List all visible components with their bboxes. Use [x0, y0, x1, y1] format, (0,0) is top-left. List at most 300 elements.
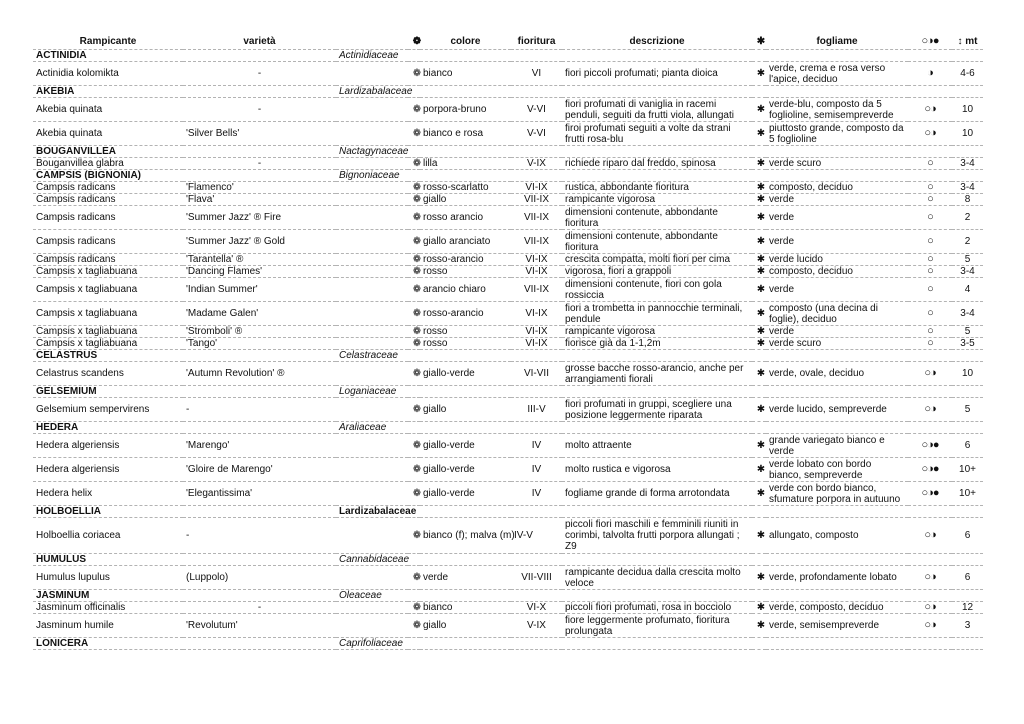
family-name: Lardizabalaceae — [336, 506, 983, 518]
plant-name: Humulus lupulus — [33, 566, 183, 590]
leaf-icon: ✱ — [756, 212, 766, 223]
flower-icon: ❁ — [412, 338, 422, 349]
sun-exposure-icon: ○ — [927, 265, 933, 277]
sun-exposure-icon: ○◑ — [924, 619, 936, 631]
header-variety: varietà — [183, 34, 336, 50]
sun-exposure-icon: ○◑● — [921, 463, 939, 475]
table-row — [33, 266, 983, 278]
variety: 'Indian Summer' — [183, 278, 336, 302]
spacer — [336, 326, 408, 338]
bloom-period: III-V — [511, 398, 562, 422]
leaf-icon: ✱ — [756, 266, 766, 277]
description: grosse bacche rosso-arancio, anche per arrangiamenti fiorali — [562, 362, 752, 386]
flower-icon: ❁ — [412, 68, 422, 79]
flower-icon-cell — [408, 338, 420, 350]
leaf-icon-cell — [752, 362, 766, 386]
plant-name: Campsis x tagliabuana — [33, 278, 183, 302]
sun-exposure-icon: ○ — [927, 337, 933, 349]
genus-group-row — [33, 554, 983, 566]
genus-group-row — [33, 506, 983, 518]
spacer — [336, 266, 408, 278]
flower-icon-cell — [408, 266, 420, 278]
table-row — [33, 458, 983, 482]
leaf-icon: ✱ — [756, 128, 766, 139]
leaf-icon: ✱ — [756, 182, 766, 193]
foliage: verde, ovale, deciduo — [766, 362, 908, 386]
variety: 'Flava' — [183, 194, 336, 206]
leaf-icon-cell — [752, 302, 766, 326]
leaf-icon-cell — [752, 338, 766, 350]
sun-exposure-icon: ○◑● — [921, 439, 939, 451]
flower-icon: ❁ — [412, 308, 422, 319]
flower-color: bianco (f); malva (m) — [420, 518, 511, 554]
genus-name: AKEBIA — [33, 86, 336, 98]
flower-icon-cell — [408, 254, 420, 266]
flower-icon-cell — [408, 398, 420, 422]
genus-group-row — [33, 386, 983, 398]
flower-icon-cell — [408, 614, 420, 638]
leaf-icon: ✱ — [756, 464, 766, 475]
foliage: verde, crema e rosa verso l'apice, deciduo — [766, 62, 908, 86]
family-name: Nactagynaceae — [336, 146, 983, 158]
flower-icon: ❁ — [412, 368, 422, 379]
description: rustica, abbondante fioritura — [562, 182, 752, 194]
leaf-icon-cell — [752, 62, 766, 86]
foliage: verde, composto, deciduo — [766, 602, 908, 614]
foliage: verde lucido, sempreverde — [766, 398, 908, 422]
description: dimensioni contenute, abbondante fioritura — [562, 206, 752, 230]
description: fiori piccoli profumati; pianta dioica — [562, 62, 752, 86]
flower-icon-cell — [408, 182, 420, 194]
bloom-period: VI-IX — [511, 326, 562, 338]
table-row — [33, 254, 983, 266]
flower-icon: ❁ — [412, 158, 422, 169]
flower-color: verde — [420, 566, 511, 590]
foliage: verde, semisempreverde — [766, 614, 908, 638]
table-row — [33, 62, 983, 86]
leaf-icon-cell — [752, 482, 766, 506]
flower-color: rosso arancio — [420, 206, 511, 230]
leaf-icon-cell — [752, 206, 766, 230]
bloom-period: VII-IX — [511, 278, 562, 302]
flower-icon-cell — [408, 206, 420, 230]
table-row — [33, 614, 983, 638]
variety: 'Autumn Revolution' ® — [183, 362, 336, 386]
height-m: 8 — [952, 194, 983, 206]
height-m: 12 — [952, 602, 983, 614]
height-m: 10+ — [952, 482, 983, 506]
flower-color: rosso-arancio — [420, 302, 511, 326]
genus-group-row — [33, 170, 983, 182]
variety: 'Flamenco' — [183, 182, 336, 194]
plant-name: Celastrus scandens — [33, 362, 183, 386]
foliage: verde — [766, 206, 908, 230]
bloom-period: VII-VIII — [511, 566, 562, 590]
variety: 'Revolutum' — [183, 614, 336, 638]
sun-exposure-icon: ○ — [927, 307, 933, 319]
bloom-period: VI-IX — [511, 266, 562, 278]
exposure — [908, 326, 952, 338]
header-plant: Rampicante — [33, 34, 183, 50]
foliage: verde — [766, 278, 908, 302]
plant-name: Campsis x tagliabuana — [33, 326, 183, 338]
height-m: 10 — [952, 362, 983, 386]
flower-icon-cell — [408, 458, 420, 482]
flower-color: giallo-verde — [420, 434, 511, 458]
bloom-period: V-IX — [511, 614, 562, 638]
leaf-icon: ✱ — [756, 104, 766, 115]
family-name: Lardizabalaceae — [336, 86, 983, 98]
flower-color: giallo — [420, 614, 511, 638]
sun-exposure-icon: ○ — [927, 253, 933, 265]
exposure — [908, 398, 952, 422]
sun-exposure-icon: ◑ — [927, 67, 933, 79]
flower-icon-cell — [408, 122, 420, 146]
flower-icon: ❁ — [412, 212, 422, 223]
height-m: 5 — [952, 254, 983, 266]
variety: 'Dancing Flames' — [183, 266, 336, 278]
flower-color: bianco e rosa — [420, 122, 511, 146]
leaf-icon-cell — [752, 254, 766, 266]
foliage: verde, profondamente lobato — [766, 566, 908, 590]
flower-icon: ❁ — [412, 236, 422, 247]
genus-group-row — [33, 146, 983, 158]
flower-icon-cell — [408, 98, 420, 122]
leaf-icon-cell — [752, 278, 766, 302]
plant-name: Campsis radicans — [33, 254, 183, 266]
flower-color: rosso — [420, 326, 511, 338]
leaf-icon: ✱ — [756, 194, 766, 205]
plant-name: Campsis radicans — [33, 206, 183, 230]
sun-exposure-icon: ○◑ — [924, 529, 936, 541]
spacer — [336, 614, 408, 638]
table-row — [33, 518, 983, 554]
flower-icon: ❁ — [412, 620, 422, 631]
table-row — [33, 326, 983, 338]
leaf-icon-cell — [752, 566, 766, 590]
bloom-period: VI-IX — [511, 338, 562, 350]
genus-name: HEDERA — [33, 422, 336, 434]
leaf-icon-cell — [752, 158, 766, 170]
genus-group-row — [33, 638, 983, 650]
height-m: 10 — [952, 122, 983, 146]
table-row — [33, 182, 983, 194]
flower-icon-cell — [408, 158, 420, 170]
header-spacer — [336, 34, 408, 50]
exposure — [908, 614, 952, 638]
variety: 'Marengo' — [183, 434, 336, 458]
bloom-period: VI-VII — [511, 362, 562, 386]
description: fiori profumati in gruppi, scegliere una posizione leggermente riparata — [562, 398, 752, 422]
variety: - — [183, 398, 336, 422]
flower-icon-cell — [408, 434, 420, 458]
plant-name: Akebia quinata — [33, 98, 183, 122]
table-row — [33, 206, 983, 230]
foliage: verde lucido — [766, 254, 908, 266]
exposure — [908, 122, 952, 146]
genus-group-row — [33, 350, 983, 362]
flower-icon-cell — [408, 482, 420, 506]
flower-icon: ❁ — [412, 36, 422, 47]
variety: 'Elegantissima' — [183, 482, 336, 506]
description: molto rustica e vigorosa — [562, 458, 752, 482]
foliage: allungato, composto — [766, 518, 908, 554]
family-name: Loganiaceae — [336, 386, 983, 398]
spacer — [336, 482, 408, 506]
flower-color: lilla — [420, 158, 511, 170]
genus-name: BOUGANVILLEA — [33, 146, 336, 158]
spacer — [336, 254, 408, 266]
bloom-period: VI-IX — [511, 302, 562, 326]
flower-color: porpora-bruno — [420, 98, 511, 122]
plant-name: Jasminum humile — [33, 614, 183, 638]
table-row — [33, 278, 983, 302]
variety: 'Silver Bells' — [183, 122, 336, 146]
bloom-period: VI-IX — [511, 182, 562, 194]
leaf-icon: ✱ — [756, 602, 766, 613]
header-bloom: fioritura — [511, 34, 562, 50]
height-m: 3-5 — [952, 338, 983, 350]
table-row — [33, 338, 983, 350]
flower-icon: ❁ — [412, 194, 422, 205]
header-description: descrizione — [562, 34, 752, 50]
spacer — [336, 602, 408, 614]
flower-icon: ❁ — [412, 440, 422, 451]
sun-exposure-icon: ○◑ — [924, 403, 936, 415]
leaf-icon: ✱ — [756, 530, 766, 541]
table-row — [33, 98, 983, 122]
leaf-icon: ✱ — [756, 68, 766, 79]
flower-icon: ❁ — [412, 266, 422, 277]
plant-name: Bouganvillea glabra — [33, 158, 183, 170]
variety: 'Tango' — [183, 338, 336, 350]
table-row — [33, 194, 983, 206]
flower-icon: ❁ — [412, 602, 422, 613]
bloom-period: VII-IX — [511, 206, 562, 230]
variety: 'Gloire de Marengo' — [183, 458, 336, 482]
foliage: grande variegato bianco e verde — [766, 434, 908, 458]
leaf-icon-cell — [752, 434, 766, 458]
description: crescita compatta, molti fiori per cima — [562, 254, 752, 266]
leaf-icon: ✱ — [756, 254, 766, 265]
genus-name: HUMULUS — [33, 554, 336, 566]
foliage: verde — [766, 230, 908, 254]
genus-name: JASMINUM — [33, 590, 336, 602]
height-m: 10 — [952, 98, 983, 122]
flower-color: giallo-verde — [420, 458, 511, 482]
spacer — [336, 566, 408, 590]
exposure — [908, 518, 952, 554]
flower-color: giallo-verde — [420, 482, 511, 506]
spacer — [336, 434, 408, 458]
spacer — [336, 206, 408, 230]
height-m: 3-4 — [952, 266, 983, 278]
leaf-icon-cell — [752, 326, 766, 338]
exposure — [908, 338, 952, 350]
description: dimensioni contenute, abbondante fioritura — [562, 230, 752, 254]
flower-color: bianco — [420, 62, 511, 86]
table-row — [33, 302, 983, 326]
leaf-icon: ✱ — [756, 368, 766, 379]
family-name: Araliaceae — [336, 422, 983, 434]
exposure — [908, 206, 952, 230]
height-m: 3 — [952, 614, 983, 638]
bloom-period: IV — [511, 482, 562, 506]
height-m: 3-4 — [952, 302, 983, 326]
table-row — [33, 434, 983, 458]
description: rampicante vigorosa — [562, 194, 752, 206]
table-body — [33, 50, 983, 650]
leaf-icon: ✱ — [756, 338, 766, 349]
variety: 'Tarantella' ® — [183, 254, 336, 266]
height-m: 4 — [952, 278, 983, 302]
plant-name: Gelsemium sempervirens — [33, 398, 183, 422]
leaf-icon: ✱ — [756, 620, 766, 631]
plant-name: Hedera algeriensis — [33, 434, 183, 458]
foliage: verde-blu, composto da 5 foglioline, semisempreverde — [766, 98, 908, 122]
sun-exposure-icon: ○◑ — [924, 127, 936, 139]
leaf-icon: ✱ — [756, 36, 766, 47]
spacer — [336, 194, 408, 206]
description: piccoli fiori profumati, rosa in bocciolo — [562, 602, 752, 614]
exposure — [908, 482, 952, 506]
variety: - — [183, 602, 336, 614]
spacer — [336, 122, 408, 146]
flower-color: rosso-scarlatto — [420, 182, 511, 194]
sun-exposure-icon: ○ — [927, 235, 933, 247]
sun-exposure-icon: ○◑ — [924, 103, 936, 115]
leaf-icon: ✱ — [756, 284, 766, 295]
table-header-row — [33, 34, 983, 50]
leaf-icon: ✱ — [756, 326, 766, 337]
exposure — [908, 254, 952, 266]
leaf-icon-cell — [752, 518, 766, 554]
header-color: colore — [420, 34, 511, 50]
bloom-period: V-VI — [511, 98, 562, 122]
bloom-period: IV-V — [511, 518, 562, 554]
plant-name: Campsis x tagliabuana — [33, 302, 183, 326]
bloom-period: VI-IX — [511, 254, 562, 266]
leaf-icon-cell — [752, 182, 766, 194]
flower-icon: ❁ — [412, 326, 422, 337]
variety: 'Stromboli' ® — [183, 326, 336, 338]
sun-exposure-icon: ○◑● — [921, 35, 939, 47]
table-row — [33, 230, 983, 254]
variety: - — [183, 518, 336, 554]
genus-name: LONICERA — [33, 638, 336, 650]
height-m: 3-4 — [952, 182, 983, 194]
description: rampicante vigorosa — [562, 326, 752, 338]
exposure — [908, 182, 952, 194]
bloom-period: IV — [511, 458, 562, 482]
leaf-icon-cell — [752, 266, 766, 278]
climbing-plants-table — [33, 34, 983, 650]
flower-color: giallo-verde — [420, 362, 511, 386]
flower-icon-cell — [408, 518, 420, 554]
exposure — [908, 566, 952, 590]
exposure — [908, 194, 952, 206]
header-height — [952, 34, 983, 50]
variety: 'Summer Jazz' ® Fire — [183, 206, 336, 230]
bloom-period: VI — [511, 62, 562, 86]
spacer — [336, 362, 408, 386]
leaf-icon: ✱ — [756, 308, 766, 319]
height-m: 6 — [952, 434, 983, 458]
description: rampicante decidua dalla crescita molto veloce — [562, 566, 752, 590]
family-name: Actinidiaceae — [336, 50, 983, 62]
variety: 'Summer Jazz' ® Gold — [183, 230, 336, 254]
flower-icon: ❁ — [412, 404, 422, 415]
spacer — [336, 458, 408, 482]
spacer — [336, 302, 408, 326]
height-m: 6 — [952, 518, 983, 554]
foliage: composto (una decina di foglie), deciduo — [766, 302, 908, 326]
spacer — [336, 98, 408, 122]
spacer — [336, 278, 408, 302]
leaf-icon-cell — [752, 614, 766, 638]
flower-color: bianco — [420, 602, 511, 614]
genus-name: CAMPSIS (BIGNONIA) — [33, 170, 336, 182]
flower-icon: ❁ — [412, 530, 422, 541]
foliage: verde — [766, 326, 908, 338]
plant-name: Actinidia kolomikta — [33, 62, 183, 86]
leaf-icon: ✱ — [756, 158, 766, 169]
plant-name: Campsis radicans — [33, 182, 183, 194]
table-row — [33, 602, 983, 614]
sun-exposure-icon: ○◑ — [924, 367, 936, 379]
exposure — [908, 266, 952, 278]
spacer — [336, 230, 408, 254]
description: fogliame grande di forma arrotondata — [562, 482, 752, 506]
flower-icon: ❁ — [412, 488, 422, 499]
flower-color: giallo — [420, 398, 511, 422]
flower-icon: ❁ — [412, 182, 422, 193]
table-row — [33, 482, 983, 506]
height-m: 5 — [952, 398, 983, 422]
height-m: 6 — [952, 566, 983, 590]
variety: - — [183, 158, 336, 170]
sun-exposure-icon: ○ — [927, 211, 933, 223]
flower-color: rosso-arancio — [420, 254, 511, 266]
flower-icon: ❁ — [412, 284, 422, 295]
plant-name: Akebia quinata — [33, 122, 183, 146]
height-m: 2 — [952, 206, 983, 230]
bloom-period: VI-X — [511, 602, 562, 614]
header-exposure — [908, 34, 952, 50]
bloom-period: VII-IX — [511, 230, 562, 254]
spacer — [336, 158, 408, 170]
flower-icon-cell — [408, 278, 420, 302]
exposure — [908, 434, 952, 458]
sun-exposure-icon: ○ — [927, 193, 933, 205]
leaf-icon: ✱ — [756, 572, 766, 583]
variety: 'Madame Galen' — [183, 302, 336, 326]
bloom-period: IV — [511, 434, 562, 458]
foliage: verde lobato con bordo bianco, sempreverde — [766, 458, 908, 482]
table-row — [33, 566, 983, 590]
sun-exposure-icon: ○◑● — [921, 487, 939, 499]
genus-name: ACTINIDIA — [33, 50, 336, 62]
family-name: Caprifoliaceae — [336, 638, 983, 650]
plant-name: Campsis radicans — [33, 194, 183, 206]
exposure — [908, 62, 952, 86]
header-foliage: fogliame — [766, 34, 908, 50]
sun-exposure-icon: ○ — [927, 157, 933, 169]
family-name: Oleaceae — [336, 590, 983, 602]
sun-exposure-icon: ○ — [927, 283, 933, 295]
flower-icon-cell — [408, 194, 420, 206]
flower-icon-cell — [408, 566, 420, 590]
